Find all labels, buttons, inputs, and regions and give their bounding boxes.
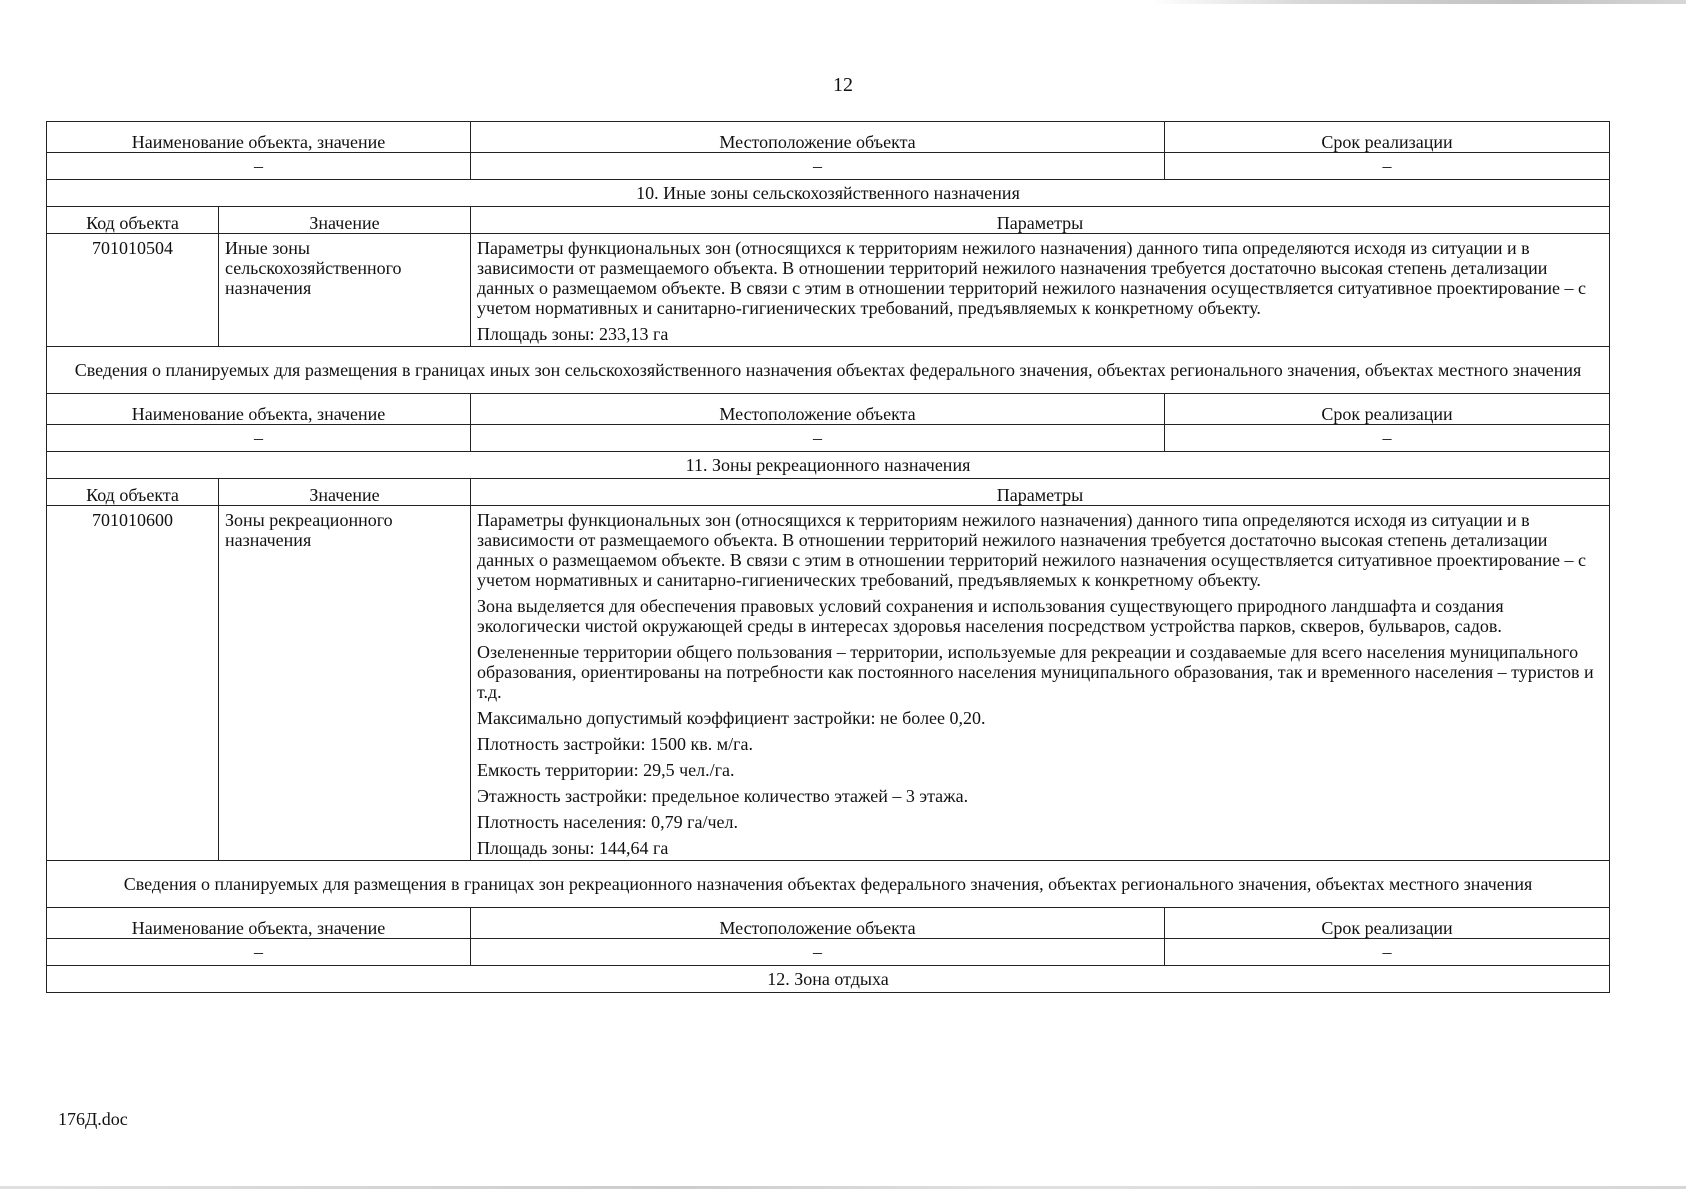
dash-cell: – bbox=[47, 939, 471, 966]
objects-dash-row bbox=[47, 153, 1610, 180]
dash-cell: – bbox=[471, 425, 1165, 452]
header-code: Код объекта bbox=[47, 207, 219, 234]
param-paragraph: Озелененные территории общего пользования – территории, используемые для рекреации и создаваемые для всего населения муниципального образования, ориентированы на потребности как постоянного населения муниципального образования, так и временного населения – туристов и т.д. bbox=[477, 642, 1594, 702]
header-params: Параметры bbox=[471, 207, 1610, 234]
objects-dash-row bbox=[47, 425, 1610, 452]
param-paragraph: Параметры функциональных зон (относящихся к территориям нежилого назначения) данного типа определяются исходя из ситуации и в зависимости от размещаемого объекта. В отношении территорий нежилого назначения требуется достаточно высокая степень детализации данных о размещаемом объекте. В связи с этим в отношении территорий нежилого назначения осуществляется ситуативное проектирование – с учетом нормативных и санитарно-гигиенических требований, предъявляемых к конкретному объекту. bbox=[477, 510, 1586, 590]
header-location: Местоположение объекта bbox=[471, 122, 1165, 153]
header-value: Значение bbox=[219, 479, 471, 506]
param-paragraph: Зона выделяется для обеспечения правовых условий сохранения и использования существующего природного ландшафта и создания экологически чистой окружающей среды в интересах здоровья населения посредством устройства парков, скверов, бульваров, садов. bbox=[477, 596, 1504, 636]
info-row bbox=[47, 861, 1610, 908]
section-title-row bbox=[47, 966, 1610, 993]
header-name: Наименование объекта, значение bbox=[47, 122, 471, 153]
dash-cell: – bbox=[1165, 939, 1610, 966]
objects-header-row bbox=[47, 908, 1610, 939]
zone-code: 701010504 bbox=[47, 234, 219, 347]
dash-cell: – bbox=[47, 425, 471, 452]
zone-params bbox=[471, 506, 1610, 861]
scan-artifact-top bbox=[1150, 0, 1686, 4]
zone-params bbox=[471, 234, 1610, 347]
param-area: Площадь зоны: 144,64 га bbox=[477, 838, 669, 858]
zone-header-row bbox=[47, 479, 1610, 506]
section-12-title: 12. Зона отдыха bbox=[47, 966, 1610, 993]
objects-dash-row bbox=[47, 939, 1610, 966]
param-density: Плотность застройки: 1500 кв. м/га. bbox=[477, 734, 753, 754]
section-title-row bbox=[47, 180, 1610, 207]
header-location: Местоположение объекта bbox=[471, 394, 1165, 425]
header-term: Срок реализации bbox=[1165, 908, 1610, 939]
param-coefficient: Максимально допустимый коэффициент застройки: не более 0,20. bbox=[477, 708, 986, 728]
dash-cell: – bbox=[47, 153, 471, 180]
param-area: Площадь зоны: 233,13 га bbox=[477, 324, 669, 344]
header-term: Срок реализации bbox=[1165, 394, 1610, 425]
dash-cell: – bbox=[471, 153, 1165, 180]
header-code: Код объекта bbox=[47, 479, 219, 506]
page-number: 12 bbox=[833, 74, 853, 96]
zone-code: 701010600 bbox=[47, 506, 219, 861]
header-location: Местоположение объекта bbox=[471, 908, 1165, 939]
header-value: Значение bbox=[219, 207, 471, 234]
section-11-info: Сведения о планируемых для размещения в границах зон рекреационного назначения объектах федерального значения, объектах регионального значения, объектах местного значения bbox=[47, 861, 1610, 908]
objects-header-row bbox=[47, 122, 1610, 153]
param-capacity: Емкость территории: 29,5 чел./га. bbox=[477, 760, 735, 780]
info-row bbox=[47, 347, 1610, 394]
zone-value: Зоны рекреационного назначения bbox=[219, 506, 471, 861]
dash-cell: – bbox=[1165, 425, 1610, 452]
dash-cell: – bbox=[1165, 153, 1610, 180]
objects-header-row bbox=[47, 394, 1610, 425]
section-11-title: 11. Зоны рекреационного назначения bbox=[47, 452, 1610, 479]
zone-header-row bbox=[47, 207, 1610, 234]
param-population-density: Плотность населения: 0,79 га/чел. bbox=[477, 812, 739, 832]
section-10-info: Сведения о планируемых для размещения в границах иных зон сельскохозяйственного назначения объектах федерального значения, объектах регионального значения, объектах местного значения bbox=[47, 347, 1610, 394]
param-paragraph: Параметры функциональных зон (относящихся к территориям нежилого назначения) данного типа определяются исходя из ситуации и в зависимости от размещаемого объекта. В отношении территорий нежилого назначения требуется достаточно высокая степень детализации данных о размещаемом объекте. В связи с этим в отношении территорий нежилого назначения осуществляется ситуативное проектирование – с учетом нормативных и санитарно-гигиенических требований, предъявляемых к конкретному объекту. bbox=[477, 238, 1586, 318]
zone-row-701010504 bbox=[47, 234, 1610, 347]
header-name: Наименование объекта, значение bbox=[47, 394, 471, 425]
file-name-footer: 176Д.doc bbox=[58, 1109, 128, 1129]
section-title-row bbox=[47, 452, 1610, 479]
zones-table bbox=[46, 121, 1610, 993]
param-floors: Этажность застройки: предельное количество этажей – 3 этажа. bbox=[477, 786, 969, 806]
zone-value: Иные зоны сельскохозяйственного назначения bbox=[219, 234, 471, 347]
header-term: Срок реализации bbox=[1165, 122, 1610, 153]
zone-row-701010600 bbox=[47, 506, 1610, 861]
section-10-title: 10. Иные зоны сельскохозяйственного назначения bbox=[47, 180, 1610, 207]
scan-artifact-bottom bbox=[0, 1186, 1686, 1189]
header-name: Наименование объекта, значение bbox=[47, 908, 471, 939]
dash-cell: – bbox=[471, 939, 1165, 966]
header-params: Параметры bbox=[471, 479, 1610, 506]
